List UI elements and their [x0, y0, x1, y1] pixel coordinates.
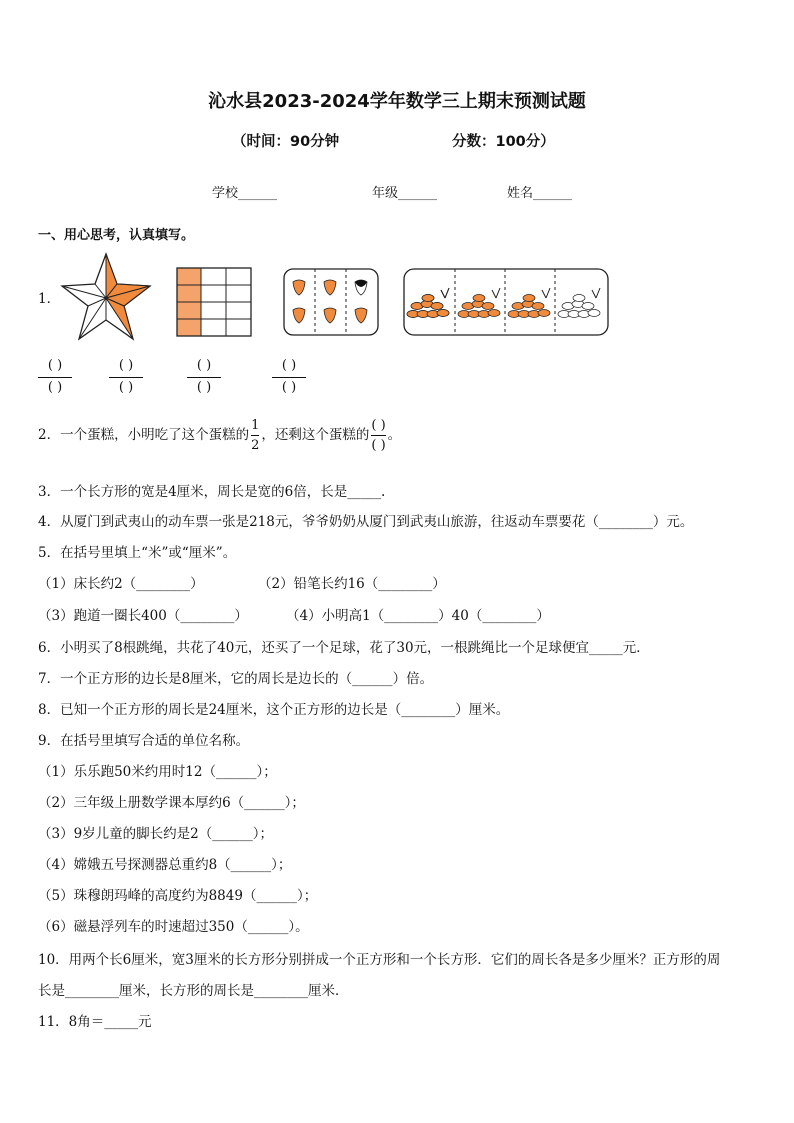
question-5-item-2: （2）铅笔长约16（________）: [258, 576, 446, 592]
fraction-bar: [109, 377, 143, 378]
fraction-denominator-blank[interactable]: ( ): [371, 438, 386, 453]
question-2-text-a: 2．一个蛋糕，小明吃了这个蛋糕的: [38, 427, 250, 443]
question-8: 8．已知一个正方形的周长是24厘米，这个正方形的边长是（________）厘米。: [38, 702, 510, 718]
q1-fraction-blank-3[interactable]: [187, 358, 221, 396]
question-10-line-2: 长是________厘米，长方形的周长是________厘米．: [38, 983, 349, 999]
fraction-denominator-blank[interactable]: ( ): [118, 380, 134, 395]
beans-figure: [283, 268, 379, 336]
fraction-numerator: 1: [251, 418, 260, 433]
fraction-numerator-blank[interactable]: ( ): [118, 358, 134, 373]
question-1-number: 1．: [38, 291, 61, 307]
time-label: （时间：90分钟: [232, 134, 340, 150]
question-9-item-6: （6）磁悬浮列车的时速超过350（______）。: [38, 919, 309, 935]
fraction-bar: [251, 435, 259, 436]
fraction-numerator-blank[interactable]: ( ): [371, 418, 386, 433]
question-7: 7．一个正方形的边长是8厘米，它的周长是边长的（______）倍。: [38, 671, 434, 687]
question-2-text-b: ，还剩这个蛋糕的: [261, 427, 370, 443]
question-5-item-1: （1）床长约2（________）: [38, 576, 204, 592]
question-9: 9．在括号里填写合适的单位名称。: [38, 733, 250, 749]
fraction-numerator-blank[interactable]: ( ): [47, 358, 63, 373]
question-4: 4．从厦门到武夷山的动车票一张是218元，爷爷奶奶从厦门到武夷山旅游，往返动车票要花（________）元。: [38, 514, 694, 530]
grade-label: 年级______: [372, 186, 438, 201]
fraction-one-half: [251, 418, 259, 453]
school-label: 学校______: [212, 186, 278, 201]
section-heading-1: 一、用心思考，认真填写。: [38, 228, 195, 243]
star-figure: [60, 250, 152, 342]
question-6: 6．小明买了8根跳绳，共花了40元，还买了一个足球，花了30元，一根跳绳比一个足球便宜_____元．: [38, 640, 650, 656]
question-9-item-1: （1）乐乐跑50米约用时12（______）；: [38, 764, 277, 780]
fraction-bar: [272, 377, 306, 378]
name-label: 姓名______: [507, 186, 573, 201]
fraction-numerator-blank[interactable]: ( ): [196, 358, 212, 373]
fraction-denominator-blank[interactable]: ( ): [281, 380, 297, 395]
fraction-denominator: 2: [251, 438, 260, 453]
question-9-item-4: （4）嫦娥五号探测器总重约8（______）；: [38, 857, 292, 873]
question-11: 11．8角＝_____元: [38, 1014, 152, 1030]
fraction-denominator-blank[interactable]: ( ): [196, 380, 212, 395]
question-9-item-2: （2）三年级上册数学课本厚约6（______）；: [38, 795, 305, 811]
fraction-bar: [371, 435, 385, 436]
fraction-bar: [187, 377, 221, 378]
q1-fraction-blank-1[interactable]: [38, 358, 72, 396]
question-5-item-3: （3）跑道一圈长400（________）: [38, 608, 248, 624]
question-3: 3．一个长方形的宽是4厘米，周长是宽的6倍，长是_____.: [38, 484, 386, 500]
question-9-item-3: （3）9岁儿童的脚长约是2（______）；: [38, 826, 274, 842]
question-9-item-5: （5）珠穆朗玛峰的高度约为8849（______）；: [38, 888, 318, 904]
question-5: 5．在括号里填上“米”或“厘米”。: [38, 545, 237, 561]
fraction-numerator-blank[interactable]: ( ): [281, 358, 297, 373]
q1-fraction-blank-4[interactable]: [272, 358, 306, 396]
grid-figure: [176, 267, 252, 337]
score-label: 分数：100分）: [452, 134, 555, 150]
page-title: 沁水县2023-2024学年数学三上期末预测试题: [208, 91, 586, 112]
q1-fraction-blank-2[interactable]: [109, 358, 143, 396]
fraction-denominator-blank[interactable]: ( ): [47, 380, 63, 395]
fraction-bar: [38, 377, 72, 378]
question-10-line-1: 10．用两个长6厘米，宽3厘米的长方形分别拼成一个正方形和一个长方形．它们的周长各是多少厘米？正方形的周: [38, 952, 721, 968]
question-5-item-4: （4）小明高1（________）40（________）: [286, 608, 550, 624]
coins-figure: [403, 268, 609, 336]
answer-fraction-blank[interactable]: [371, 418, 385, 453]
question-2-text-c: 。: [387, 427, 402, 443]
question-2: [38, 418, 401, 453]
